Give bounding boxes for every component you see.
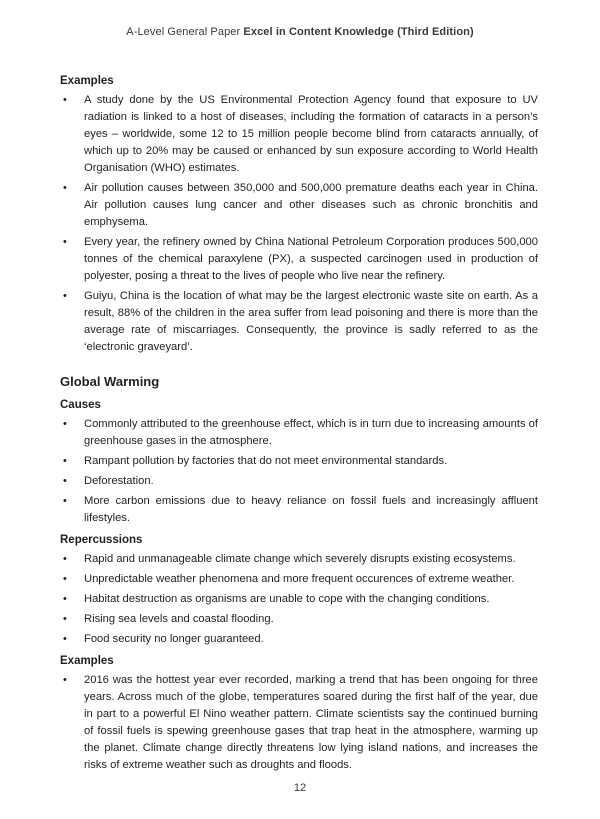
bullet-icon: • bbox=[63, 455, 67, 467]
list-item-text: A study done by the US Environmental Protection Agency found that exposure to UV radiation is linked to a host of diseases, including the formation of cataracts in a person’s eyes – worldwide, some 12 to 15 million people become blind from cataracts annually, of which up to 20% may be caused or enhanced by sun exposure according to World Health Organisation (WHO) estimates. bbox=[84, 94, 538, 174]
header-title: Excel in Content Knowledge (Third Edition) bbox=[243, 26, 474, 38]
list-item bbox=[60, 631, 538, 648]
list-item-text: Guiyu, China is the location of what may be the largest electronic waste site on earth. As a result, 88% of the children in the area suffer from lead poisoning and there is more than the average rate of miscarriages. Consequently, the province is sadly referred to as the ‘electronic graveyard’. bbox=[84, 290, 538, 353]
list-item bbox=[60, 571, 538, 588]
list-item-text: Rapid and unmanageable climate change which severely disrupts existing ecosystems. bbox=[84, 553, 516, 565]
list-item bbox=[60, 288, 538, 356]
repercussions-list bbox=[60, 551, 538, 648]
global-warming-examples-heading: Examples bbox=[60, 655, 114, 667]
bullet-icon: • bbox=[63, 475, 67, 487]
list-item-text: Deforestation. bbox=[84, 475, 154, 487]
list-item-text: Food security no longer guaranteed. bbox=[84, 633, 264, 645]
list-item bbox=[60, 180, 538, 231]
repercussions-heading: Repercussions bbox=[60, 534, 143, 546]
page-number: 12 bbox=[293, 782, 307, 794]
list-item-text: 2016 was the hottest year ever recorded, marking a trend that has been ongoing for three years. Across much of the globe, temperatures soared during the first half of the year, due in part to a powerful El Nino weather pattern. Climate scientists say the continued burning of fossil fuels is spewing greenhouse gases that trap heat in the atmosphere, warming up the planet. Climate change directly threatens low lying island nations, and increases the risks of extreme weather such as droughts and floods. bbox=[84, 674, 538, 771]
list-item bbox=[60, 416, 538, 450]
header-prefix: A-Level General Paper bbox=[126, 26, 241, 38]
global-warming-heading: Global Warming bbox=[60, 374, 160, 389]
list-item bbox=[60, 672, 538, 774]
bullet-icon: • bbox=[63, 236, 67, 248]
list-item-text: Air pollution causes between 350,000 and 500,000 premature deaths each year in China. Air pollution causes lung cancer and other diseases such as chronic bronchitis and emphysema. bbox=[84, 182, 538, 228]
list-item-text: Commonly attributed to the greenhouse effect, which is in turn due to increasing amounts of greenhouse gases in the atmosphere. bbox=[84, 418, 538, 447]
pollution-examples-heading: Examples bbox=[60, 75, 114, 87]
causes-heading: Causes bbox=[60, 399, 101, 411]
causes-list bbox=[60, 416, 538, 527]
bullet-icon: • bbox=[63, 613, 67, 625]
list-item bbox=[60, 92, 538, 177]
list-item bbox=[60, 493, 538, 527]
running-header bbox=[0, 26, 600, 38]
list-item-text: Habitat destruction as organisms are unable to cope with the changing conditions. bbox=[84, 593, 490, 605]
pollution-examples-list bbox=[60, 92, 538, 356]
bullet-icon: • bbox=[63, 94, 67, 106]
list-item bbox=[60, 234, 538, 285]
bullet-icon: • bbox=[63, 553, 67, 565]
bullet-icon: • bbox=[63, 593, 67, 605]
list-item bbox=[60, 453, 538, 470]
list-item-text: More carbon emissions due to heavy reliance on fossil fuels and increasingly affluent lifestyles. bbox=[84, 495, 538, 524]
list-item bbox=[60, 473, 538, 490]
list-item bbox=[60, 551, 538, 568]
list-item-text: Every year, the refinery owned by China National Petroleum Corporation produces 500,000 tonnes of the chemical paraxylene (PX), a suspected carcinogen used in production of polyester, posing a threat to the lives of people who live near the refinery. bbox=[84, 236, 538, 282]
list-item bbox=[60, 611, 538, 628]
list-item-text: Rising sea levels and coastal flooding. bbox=[84, 613, 274, 625]
global-warming-examples-list bbox=[60, 672, 538, 774]
list-item-text: Unpredictable weather phenomena and more frequent occurences of extreme weather. bbox=[84, 573, 515, 585]
bullet-icon: • bbox=[63, 418, 67, 430]
page-content bbox=[60, 72, 538, 778]
bullet-icon: • bbox=[63, 573, 67, 585]
bullet-icon: • bbox=[63, 633, 67, 645]
bullet-icon: • bbox=[63, 290, 67, 302]
list-item-text: Rampant pollution by factories that do not meet environmental standards. bbox=[84, 455, 448, 467]
list-item bbox=[60, 591, 538, 608]
bullet-icon: • bbox=[63, 674, 67, 686]
bullet-icon: • bbox=[63, 182, 67, 194]
bullet-icon: • bbox=[63, 495, 67, 507]
